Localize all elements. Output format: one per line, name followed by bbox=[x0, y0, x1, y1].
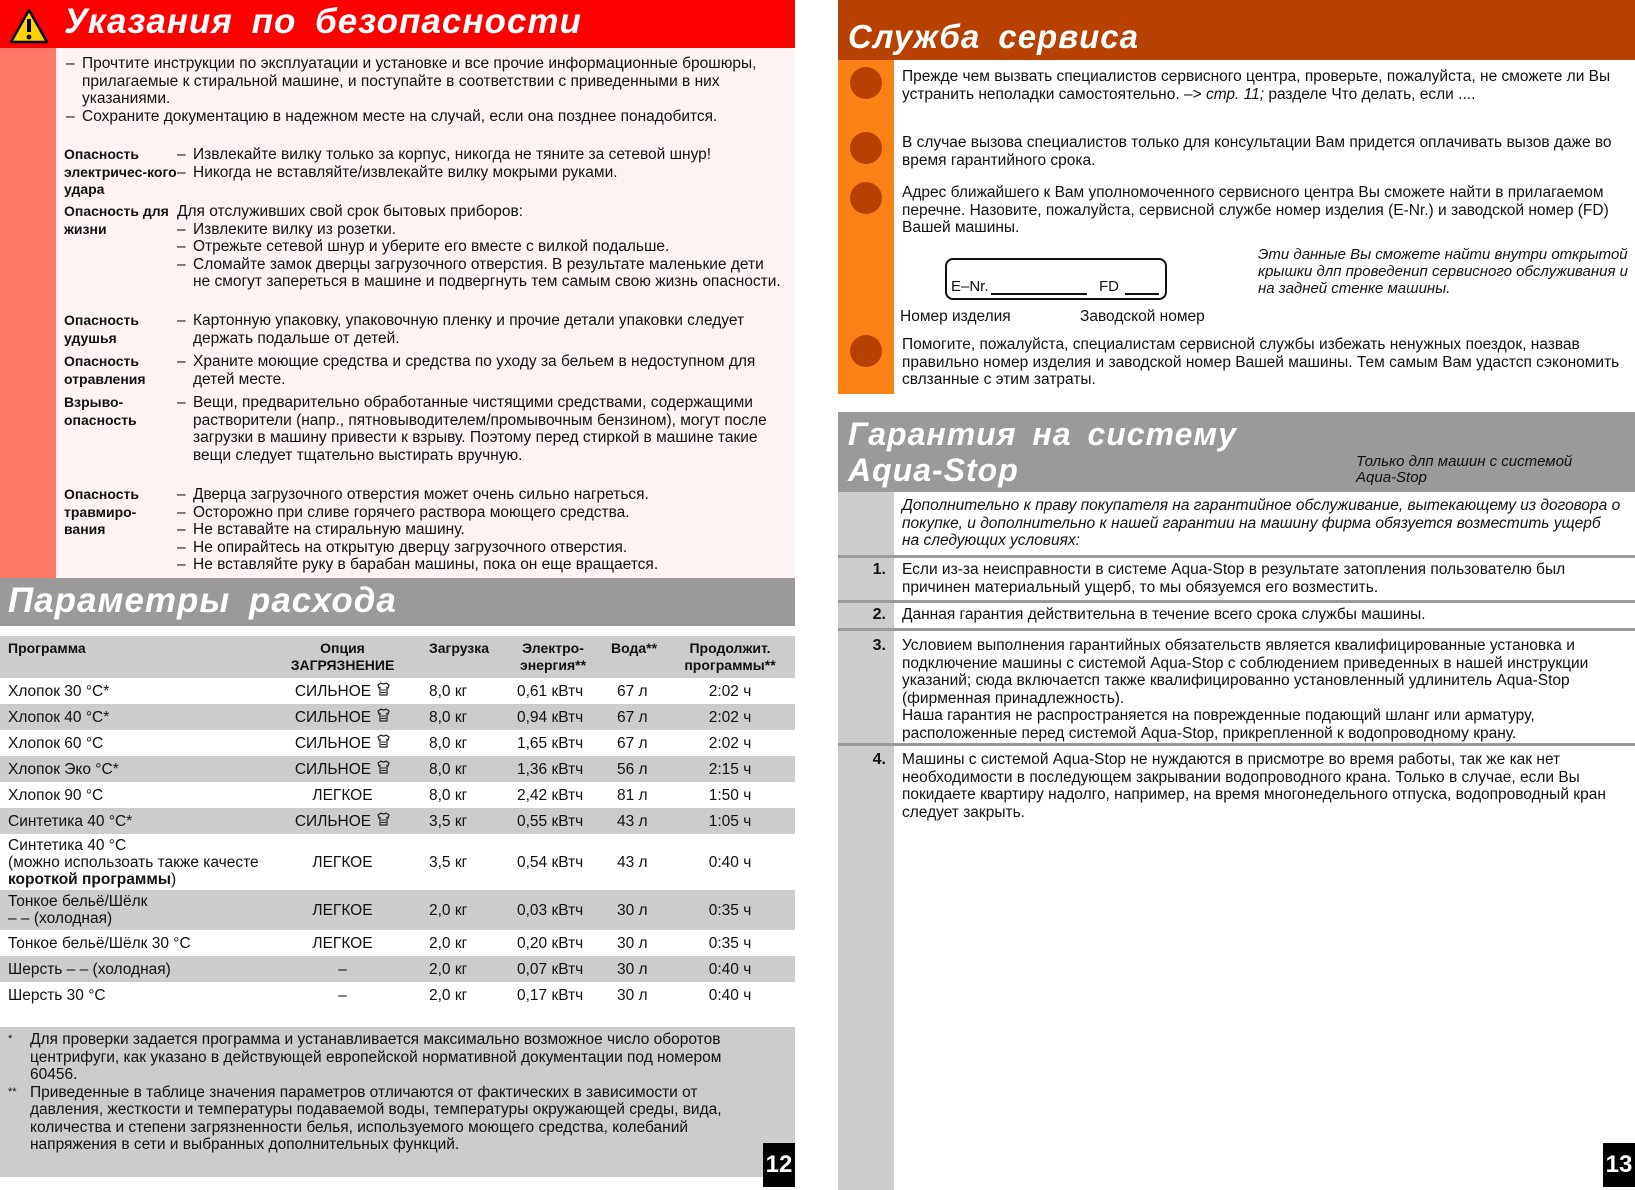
program-note bbox=[8, 854, 266, 888]
hazard-injury bbox=[64, 486, 784, 574]
intro-item: – Прочтите инструкции по эксплуатации и установке и все прочие информационные брошюры, прилагаемые к стиральной машине, и поступайте в соответствии с приведенными в них указаниями. bbox=[66, 55, 771, 108]
footnote-mark: ** bbox=[8, 1085, 17, 1098]
cell-option bbox=[270, 982, 415, 1008]
plate-note: Эти данные Вы сможете найти внутри открытой крышки длп проведенип сервисного обслуживания и на задней стенке машины. bbox=[1258, 246, 1628, 297]
cell-energy: 0,20 кВтч bbox=[517, 934, 584, 952]
cell-option bbox=[270, 782, 415, 808]
option-value: СИЛЬНОЕ bbox=[294, 761, 372, 778]
aqua-item-text: Если из-за неисправности в системе Aqua-Stop в результате затопления пользователю был причинен материальный ущерб, то мы обязуемся его возместить. bbox=[902, 561, 1566, 596]
hazard-item: – Никогда не вставляйте/извлекайте вилку мокрыми руками. bbox=[177, 164, 784, 182]
hazard-suffocation bbox=[64, 312, 784, 347]
shirt-icon bbox=[377, 760, 390, 778]
program-name: Хлопок 60 °C bbox=[8, 734, 104, 752]
program-name: Хлопок 30 °C* bbox=[8, 682, 110, 700]
table-row bbox=[0, 782, 795, 808]
hazard-item: – Храните моющие средства и средства по уходу за бельем в недоступном для детей месте. bbox=[177, 353, 784, 388]
cell-water: 56 л bbox=[603, 756, 665, 782]
cell-energy: 0,17 кВтч bbox=[517, 986, 584, 1004]
cell-program bbox=[0, 956, 270, 982]
item-number: 1. bbox=[872, 561, 886, 578]
cell-duration: 0:40 ч bbox=[665, 956, 795, 982]
hazard-item: – Осторожно при сливе горячего раствора моющего средства. bbox=[177, 504, 784, 522]
footnote-text: Для проверки задается программа и устанавливается максимально возможное число оборотов центрифуги, как указано в действующей европейской нормативной документации под номером 60456. bbox=[30, 1031, 722, 1083]
item-number: 2. bbox=[872, 606, 886, 623]
intro-item: – Сохраните документацию в надежном месте на случай, если она позднее понадобится. bbox=[66, 108, 771, 126]
service-text: Прежде чем вызвать специалистов сервисного центра, проверьте, пожалуйста, не сможете ли Вы устранить неполадки самостоятельно. –> bbox=[902, 68, 1611, 103]
cell-energy: 0,61 кВтч bbox=[517, 682, 584, 700]
option-value: – bbox=[338, 986, 347, 1004]
table-row bbox=[0, 982, 795, 1008]
bullet-dot-icon bbox=[850, 335, 882, 367]
params-title: Параметры расхода bbox=[8, 581, 397, 620]
footnote-text: Приведенные в таблице значения параметров отличаются от фактических в зависимости от давления, жесткости и температуры подаваемой воды, температуры окружающей среды, вида, количества и степени загрязненности белья, используемого моющего средства, колебаний напряжения в сети и выбранных дополнительных функций. bbox=[30, 1083, 722, 1153]
hazard-item: – Дверца загрузочного отверстия может очень сильно нагреться. bbox=[177, 486, 784, 504]
footnote-mark: * bbox=[8, 1033, 13, 1045]
cell-duration: 0:35 ч bbox=[708, 934, 752, 952]
hazard-explosion bbox=[64, 394, 784, 464]
table-row bbox=[0, 956, 795, 982]
hazard-item: – Не опирайтесь на открытую дверцу загрузочного отверстия. bbox=[177, 539, 784, 557]
shirt-icon bbox=[377, 708, 390, 726]
hazard-item: – Картонную упаковку, упаковочную пленку и прочие детали упаковки следует держать подальше от детей. bbox=[177, 312, 784, 347]
table-row bbox=[0, 890, 795, 930]
col-header-load: Загрузка bbox=[415, 636, 503, 678]
cell-energy: 1,36 кВтч bbox=[503, 756, 603, 782]
cell-water: 30 л bbox=[603, 890, 665, 930]
program-name: Тонкое бельё/Шёлк 30 °C bbox=[8, 934, 191, 952]
cell-duration: 2:02 ч bbox=[665, 704, 795, 730]
col-header-option: Опция ЗАГРЯЗНЕНИЕ bbox=[270, 636, 415, 678]
cell-water: 30 л bbox=[603, 956, 665, 982]
hazard-label: Опасность травмиро-вания bbox=[64, 486, 139, 537]
hazard-electric bbox=[64, 146, 784, 199]
cell-program bbox=[0, 982, 270, 1008]
bullet-dot-icon bbox=[850, 67, 882, 99]
cell-option bbox=[270, 730, 415, 756]
hazard-item: – Извлеките вилку из розетки. bbox=[177, 221, 784, 239]
program-name: Шерсть – – (холодная) bbox=[8, 960, 171, 978]
program-name: Хлопок Эко °C* bbox=[8, 760, 119, 778]
cell-water: 67 л bbox=[617, 734, 648, 752]
aqua-title bbox=[848, 416, 1237, 488]
program-note-tail: ) bbox=[171, 870, 177, 888]
program-name: Хлопок 90 °C bbox=[8, 786, 104, 804]
hazard-item: – Извлекайте вилку только за корпус, никогда не тяните за сетевой шнур! bbox=[177, 146, 784, 164]
option-value: СИЛЬНОЕ bbox=[294, 683, 372, 700]
aqua-header bbox=[838, 412, 1635, 492]
table-row bbox=[0, 930, 795, 956]
hazard-label: Опасность отравления bbox=[64, 353, 146, 387]
cell-duration: 2:15 ч bbox=[665, 756, 795, 782]
cell-program bbox=[0, 756, 270, 782]
hazard-poisoning bbox=[64, 353, 784, 388]
cell-option bbox=[270, 808, 415, 834]
page-number: 13 bbox=[1603, 1143, 1635, 1187]
plate-fd: FD bbox=[1099, 278, 1119, 295]
cell-load: 8,0 кг bbox=[429, 682, 468, 700]
divider bbox=[838, 600, 1635, 603]
cell-load: 8,0 кг bbox=[415, 704, 503, 730]
cell-program bbox=[0, 808, 270, 834]
program-name: Тонкое бельё/Шёлк bbox=[8, 893, 148, 910]
option-value: СИЛЬНОЕ bbox=[294, 813, 372, 830]
cell-program bbox=[0, 890, 270, 930]
cell-program bbox=[0, 704, 270, 730]
option-value: ЛЕГКОЕ bbox=[312, 786, 373, 804]
bullet-dot-icon bbox=[850, 182, 882, 214]
cell-water: 43 л bbox=[603, 808, 665, 834]
option-value: ЛЕГКОЕ bbox=[312, 853, 373, 871]
shirt-icon bbox=[377, 682, 390, 700]
plate-enr: E–Nr. bbox=[951, 278, 989, 295]
plate-enr-line bbox=[991, 293, 1087, 295]
aqua-item-text: Машины с системой Aqua-Stop не нуждаются в присмотре во время работы, так же как нет необходимости в последующем закрывании водопроводного крана. Только в случае, если Вы покидаете квартиру надолго, например, на время многонедельного отпуска, водопроводный кран следует закрыть. bbox=[902, 751, 1606, 821]
hazard-label: Опасность для жизни bbox=[64, 203, 169, 237]
hazard-item: – Сломайте замок дверцы загрузочного отверстия. В результате маленькие дети не смогут запереться в машине и подвергнуть тем самым свою жизнь опасности. bbox=[177, 256, 784, 291]
cell-energy: 2,42 кВтч bbox=[517, 786, 584, 804]
divider bbox=[838, 743, 1635, 746]
option-value: ЛЕГКОЕ bbox=[312, 934, 373, 952]
table-row bbox=[0, 730, 795, 756]
cell-load: 2,0 кг bbox=[415, 956, 503, 982]
safety-title: Указания по безопасности bbox=[64, 2, 582, 41]
cell-load: 2,0 кг bbox=[415, 890, 503, 930]
table-header-row bbox=[0, 636, 795, 678]
hazard-item: – Вещи, предварительно обработанные чистящими средствами, содержащими растворители (напр., пятновыводителем/промывочным бензином), могут после загрузки в машину привести к взрыву. Поэтому перед стиркой в машине такие вещи следует тщательно выстирать вручную. bbox=[177, 394, 784, 464]
cell-option bbox=[270, 956, 415, 982]
cell-load: 8,0 кг bbox=[429, 786, 468, 804]
safety-intro bbox=[66, 55, 771, 125]
label-serial-number: Заводской номер bbox=[1080, 308, 1205, 325]
program-name: Синтетика 40 °C bbox=[8, 836, 127, 854]
table-row bbox=[0, 704, 795, 730]
cell-load: 3,5 кг bbox=[415, 808, 503, 834]
col-header-duration: Продолжит. программы** bbox=[665, 636, 795, 678]
table-row bbox=[0, 756, 795, 782]
hazard-item: – Не вставайте на стиральную машину. bbox=[177, 521, 784, 539]
aqua-title-line: Aqua-Stop bbox=[848, 452, 1019, 488]
service-title: Служба сервиса bbox=[848, 18, 1139, 55]
cell-option bbox=[270, 930, 415, 956]
params-table bbox=[0, 636, 795, 1008]
cell-water: 30 л bbox=[617, 934, 648, 952]
cell-option bbox=[270, 678, 415, 704]
cell-program bbox=[0, 678, 270, 704]
safety-header bbox=[0, 0, 795, 48]
cell-water: 43 л bbox=[617, 853, 648, 871]
table-row bbox=[0, 834, 795, 890]
aqua-item-paragraph: Условием выполнения гарантийных обязательств является квалифицированные установка и подключение машины с системой Aqua-Stop с соблюдением приведенных в нашей инструкции указаний; сюда включаетсп также квалифицированно установленный удлинитель Aqua-Stop (фирменная принадлежность). bbox=[902, 637, 1589, 707]
aqua-title-line: Гарантия на систему bbox=[848, 416, 1237, 452]
bullet-dot-icon bbox=[850, 132, 882, 164]
col-header-energy: Электро-энергия** bbox=[503, 636, 603, 678]
cell-water: 30 л bbox=[617, 986, 648, 1004]
cell-program bbox=[0, 782, 270, 808]
shirt-icon bbox=[377, 734, 390, 752]
service-paragraph bbox=[902, 68, 1627, 103]
program-name: Шерсть 30 °C bbox=[8, 986, 106, 1004]
cell-load: 8,0 кг bbox=[415, 756, 503, 782]
program-note-text: – – (холодная) bbox=[8, 910, 113, 927]
cell-option bbox=[270, 704, 415, 730]
cell-energy: 1,65 кВтч bbox=[517, 734, 584, 752]
aqua-item-text bbox=[902, 637, 1628, 742]
cell-duration: 1:50 ч bbox=[708, 786, 752, 804]
cell-energy: 0,55 кВтч bbox=[503, 808, 603, 834]
program-note-bold: короткой программы bbox=[8, 870, 172, 888]
program-note bbox=[8, 910, 266, 927]
footnote bbox=[8, 1084, 745, 1154]
page-reference: стр. 11; bbox=[1205, 85, 1265, 103]
params-header bbox=[0, 578, 795, 626]
cell-water: 67 л bbox=[617, 682, 648, 700]
cell-water: 81 л bbox=[617, 786, 648, 804]
hazard-label: Опасность удушья bbox=[64, 312, 139, 346]
hazard-label: Взрыво-опасность bbox=[64, 394, 137, 428]
service-text: разделе Что делать, если .... bbox=[1264, 85, 1476, 103]
hazard-item: – Отрежьте сетевой шнур и уберите его вместе с вилкой подальше. bbox=[177, 238, 784, 256]
table-row bbox=[0, 678, 795, 704]
service-paragraph: В случае вызова специалистов только для консультации Вам придется оплачивать вызов даже во время гарантийного срока. bbox=[902, 134, 1612, 169]
divider bbox=[838, 555, 1635, 558]
hazard-item: – Не вставляйте руку в барабан машины, пока он еще вращается. bbox=[177, 556, 784, 574]
warning-triangle-icon bbox=[9, 8, 49, 44]
item-number: 4. bbox=[872, 751, 886, 768]
page-number: 12 bbox=[763, 1143, 795, 1187]
service-header bbox=[838, 0, 1635, 60]
rating-plate bbox=[945, 258, 1167, 300]
cell-duration: 1:05 ч bbox=[665, 808, 795, 834]
cell-load: 2,0 кг bbox=[429, 934, 468, 952]
option-value: ЛЕГКОЕ bbox=[312, 901, 373, 919]
cell-load: 8,0 кг bbox=[429, 734, 468, 752]
program-name: Синтетика 40 °C* bbox=[8, 812, 133, 830]
hazard-lead: Для отслуживших свой срок бытовых приборов: bbox=[177, 203, 523, 220]
col-header-water: Вода** bbox=[603, 636, 665, 678]
cell-duration: 2:02 ч bbox=[708, 734, 752, 752]
aqua-subtitle: Только длп машин с системой Aqua-Stop bbox=[1356, 453, 1573, 486]
cell-option bbox=[270, 890, 415, 930]
cell-program bbox=[0, 930, 270, 956]
service-paragraph: Адрес ближайшего к Вам уполномоченного сервисного центра Вы сможете найти в прилагаемом перечне. Назовите, пожалуйста, сервисной службе номер изделия (E-Nr.) и заводской номер (FD) Вашей машины. bbox=[902, 184, 1609, 236]
aqua-item-text: Данная гарантия действительна в течение всего срока службы машины. bbox=[902, 606, 1426, 623]
cell-duration: 0:40 ч bbox=[708, 853, 752, 871]
table-row bbox=[0, 808, 795, 834]
option-value: СИЛЬНОЕ bbox=[294, 709, 372, 726]
cell-program bbox=[0, 730, 270, 756]
footnote bbox=[8, 1031, 745, 1084]
cell-energy: 0,03 кВтч bbox=[503, 890, 603, 930]
plate-fd-line bbox=[1125, 293, 1159, 295]
cell-water: 67 л bbox=[603, 704, 665, 730]
option-value: – bbox=[338, 960, 347, 978]
cell-energy: 0,07 кВтч bbox=[503, 956, 603, 982]
col-header-program: Программа bbox=[0, 636, 270, 678]
cell-duration: 2:02 ч bbox=[708, 682, 752, 700]
aqua-intro: Дополнительно к праву покупателя на гарантийное обслуживание, вытекающему из договора о покупке, и дополнительно к нашей гарантии на машину фирма обязуется возместить ущерб на следующих условиях: bbox=[902, 497, 1621, 549]
hazard-life bbox=[64, 203, 784, 291]
cell-energy: 0,54 кВтч bbox=[517, 853, 584, 871]
cell-load: 2,0 кг bbox=[429, 986, 468, 1004]
cell-program bbox=[0, 834, 270, 890]
footnotes bbox=[0, 1027, 795, 1177]
cell-duration: 0:35 ч bbox=[665, 890, 795, 930]
cell-load: 3,5 кг bbox=[429, 853, 468, 871]
program-name: Хлопок 40 °C* bbox=[8, 708, 110, 726]
hazard-label: Опасность электричес-кого удара bbox=[64, 146, 177, 197]
cell-option bbox=[270, 834, 415, 890]
shirt-icon bbox=[377, 812, 390, 830]
item-number: 3. bbox=[872, 637, 886, 654]
cell-duration: 0:40 ч bbox=[708, 986, 752, 1004]
label-product-number: Номер изделия bbox=[900, 308, 1011, 325]
safety-side-stripe bbox=[0, 48, 56, 578]
cell-energy: 0,94 кВтч bbox=[503, 704, 603, 730]
aqua-side-stripe bbox=[838, 492, 894, 1190]
program-note-text: (можно использоать также качесте bbox=[8, 853, 259, 871]
cell-option bbox=[270, 756, 415, 782]
aqua-item-paragraph: Наша гарантия не распространяется на поврежденные подающий шланг или арматуру, расположенные перед системой Aqua-Stop, прикрепленной к водопроводному крану. bbox=[902, 707, 1535, 742]
option-value: СИЛЬНОЕ bbox=[294, 735, 372, 752]
service-paragraph: Помогите, пожалуйста, специалистам сервисной службы избежать ненужных поездок, назвав правильно номер изделия и заводской номер Вашей машины. Тем самым Вам удастсп сэкономить свлзанные с этим затраты. bbox=[902, 336, 1620, 388]
divider bbox=[838, 628, 1635, 631]
